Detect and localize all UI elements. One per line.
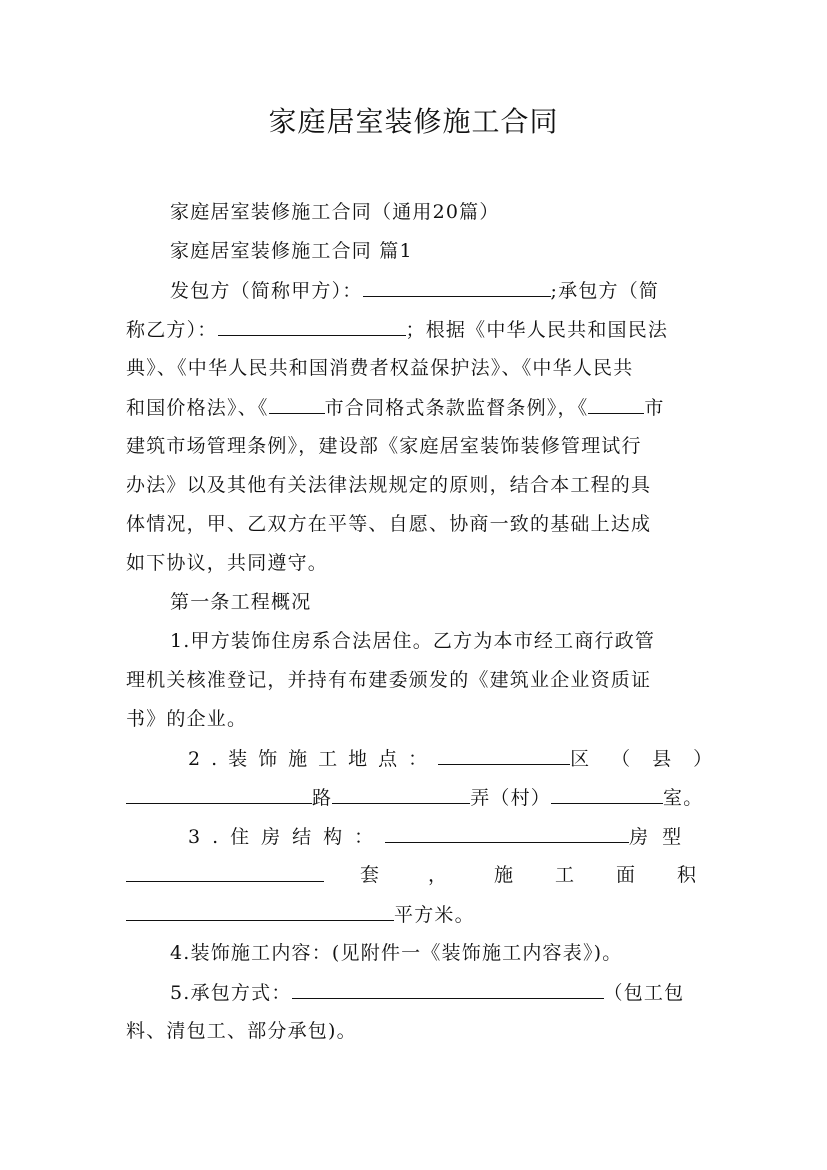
paragraph-line: 办法》以及其他有关法律法规规定的原则，结合本工程的具 bbox=[126, 474, 652, 496]
item-1-line: 理机关核准登记，并持有布建委颁发的《建筑业企业资质证 bbox=[126, 669, 652, 691]
item-3-line-3 bbox=[126, 901, 702, 928]
road-label: 路 bbox=[312, 787, 333, 809]
item-4-line: 4.装饰施工内容：(见附件一《装饰施工内容表》)。 bbox=[170, 942, 623, 964]
paragraph-text: 市 bbox=[644, 397, 665, 419]
document-subtitle: 家庭居室装修施工合同（通用20篇） bbox=[170, 201, 500, 223]
item-5-line-1 bbox=[170, 979, 702, 1006]
location-label: 2.装饰施工地点： bbox=[188, 748, 439, 770]
paragraph-text: 市合同格式条款监督条例》，《 bbox=[324, 397, 589, 419]
party-a-blank[interactable] bbox=[363, 277, 551, 297]
city-blank-1[interactable] bbox=[269, 394, 325, 414]
party-b-blank[interactable] bbox=[218, 316, 406, 336]
party-line-1 bbox=[170, 277, 702, 304]
item-1-line: 1.甲方装饰住房系合法居住。乙方为本市经工商行政管 bbox=[170, 630, 656, 652]
legal-basis-text: ；根据《中华人民共和国民法 bbox=[405, 319, 669, 341]
paragraph-line bbox=[126, 394, 702, 421]
item-3-line-2 bbox=[126, 862, 739, 889]
district-label: 区（县） bbox=[570, 748, 735, 770]
city-blank-2[interactable] bbox=[588, 394, 644, 414]
contract-mode-label: 5.承包方式： bbox=[170, 982, 292, 1004]
party-a-label: 发包方（简称甲方）： bbox=[170, 280, 363, 302]
house-type-label: 房型 bbox=[629, 826, 696, 848]
area-label: 施工面积 bbox=[494, 864, 739, 886]
set-label: 套 bbox=[360, 864, 381, 886]
item-2-line-2 bbox=[126, 784, 702, 811]
party-line-2 bbox=[126, 316, 702, 343]
paragraph-text: 和国价格法》、《 bbox=[126, 397, 269, 419]
area-unit: 平方米。 bbox=[394, 904, 475, 926]
area-blank[interactable] bbox=[126, 901, 394, 921]
contract-mode-blank[interactable] bbox=[292, 979, 604, 999]
lane-blank[interactable] bbox=[332, 784, 470, 804]
comma-text: ， bbox=[428, 864, 449, 886]
paragraph-line: 建筑市场管理条例》，建设部《家庭居室装饰装修管理试行 bbox=[126, 435, 642, 457]
paragraph-line: 体情况，甲、乙双方在平等、自愿、协商一致的基础上达成 bbox=[126, 513, 652, 535]
item-1-line: 书》的企业。 bbox=[126, 708, 248, 730]
structure-label: 3.住房结构： bbox=[188, 826, 386, 848]
party-b-label: ;承包方（简 bbox=[550, 280, 660, 302]
party-b-label-cont: 称乙方）： bbox=[126, 319, 218, 341]
item-5-line-2: 料、清包工、部分承包)。 bbox=[126, 1020, 357, 1042]
room-blank[interactable] bbox=[551, 784, 663, 804]
house-type-blank[interactable] bbox=[126, 862, 324, 882]
section-heading: 第一条工程概况 bbox=[170, 591, 312, 613]
structure-blank[interactable] bbox=[385, 823, 629, 843]
district-blank[interactable] bbox=[438, 745, 570, 765]
chapter-heading: 家庭居室装修施工合同 篇1 bbox=[170, 240, 413, 262]
item-3-line-1 bbox=[188, 823, 702, 850]
room-label: 室。 bbox=[663, 787, 704, 809]
paragraph-line: 典》、《中华人民共和国消费者权益保护法》、《中华人民共 bbox=[126, 357, 634, 379]
lane-label: 弄（村） bbox=[470, 787, 552, 809]
contract-mode-options: （包工包 bbox=[603, 982, 685, 1004]
paragraph-line: 如下协议，共同遵守。 bbox=[126, 552, 329, 574]
road-blank[interactable] bbox=[126, 784, 312, 804]
document-title: 家庭居室装修施工合同 bbox=[268, 105, 559, 138]
item-2-line-1 bbox=[188, 745, 735, 772]
